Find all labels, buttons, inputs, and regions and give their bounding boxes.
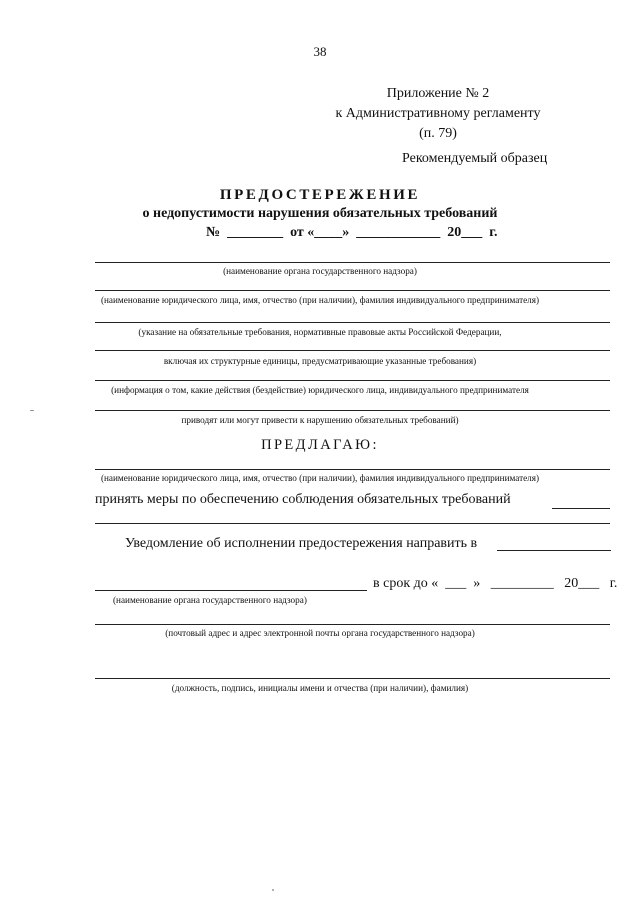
page-number: 38 — [313, 44, 327, 59]
number-date-line: № ________ от «____» ____________ 20___ г. — [206, 225, 498, 240]
actions-field-line-2 — [95, 410, 610, 411]
requirements-caption-2: включая их структурные единицы, предусматривающие указанные требования) — [163, 356, 477, 366]
authority-2-field-line — [95, 590, 367, 591]
scan-dot — [272, 889, 274, 891]
notice-short-line — [497, 550, 611, 551]
margin-mark — [30, 410, 34, 411]
entity-caption: (наименование юридического лица, имя, отчество (при наличии), фамилия индивидуального предпринимателя) — [100, 295, 540, 305]
deadline-text: в срок до « ___ » _________ 20___ г. — [373, 576, 618, 591]
actions-field-line — [95, 380, 610, 381]
appendix-line-1: Приложение № 2 — [386, 86, 490, 101]
measures-text: принять меры по обеспечению соблюдения обязательных требований — [95, 492, 511, 507]
address-caption: (почтовый адрес и адрес электронной почты органа государственного надзора) — [165, 628, 475, 638]
notice-text: Уведомление об исполнении предостережения направить в — [125, 536, 478, 551]
actions-caption-2: приводят или могут привести к нарушению обязательных требований) — [181, 415, 459, 425]
authority-field-line — [95, 262, 610, 263]
appendix-line-2: к Административному регламенту — [335, 106, 541, 121]
requirements-field-line — [95, 322, 610, 323]
entity-2-field-line — [95, 469, 610, 470]
entity-field-line — [95, 290, 610, 291]
measures-short-line — [552, 508, 610, 509]
document-subtitle: о недопустимости нарушения обязательных требований — [142, 206, 498, 221]
signature-field-line — [95, 678, 610, 679]
requirements-caption-1: (указание на обязательные требования, нормативные правовые акты Российской Федерации, — [138, 327, 502, 337]
address-field-line — [95, 624, 610, 625]
requirements-field-line-2 — [95, 350, 610, 351]
signature-caption: (должность, подпись, инициалы имени и отчества (при наличии), фамилия) — [171, 683, 469, 693]
entity-2-caption: (наименование юридического лица, имя, отчество (при наличии), фамилия индивидуального предпринимателя) — [100, 473, 540, 483]
sample-label: Рекомендуемый образец — [402, 151, 548, 166]
appendix-line-3: (п. 79) — [419, 126, 457, 141]
proposal-heading: ПРЕДЛАГАЮ: — [261, 437, 379, 453]
measures-field-line — [95, 523, 610, 524]
document-title: ПРЕДОСТЕРЕЖЕНИЕ — [219, 187, 421, 203]
actions-caption-1: (информация о том, какие действия (бездействие) юридического лица, индивидуального предпринимателя — [111, 385, 529, 395]
authority-2-caption: (наименование органа государственного надзора) — [113, 595, 307, 605]
authority-caption: (наименование органа государственного надзора) — [223, 266, 417, 276]
appendix-block — [308, 84, 568, 144]
